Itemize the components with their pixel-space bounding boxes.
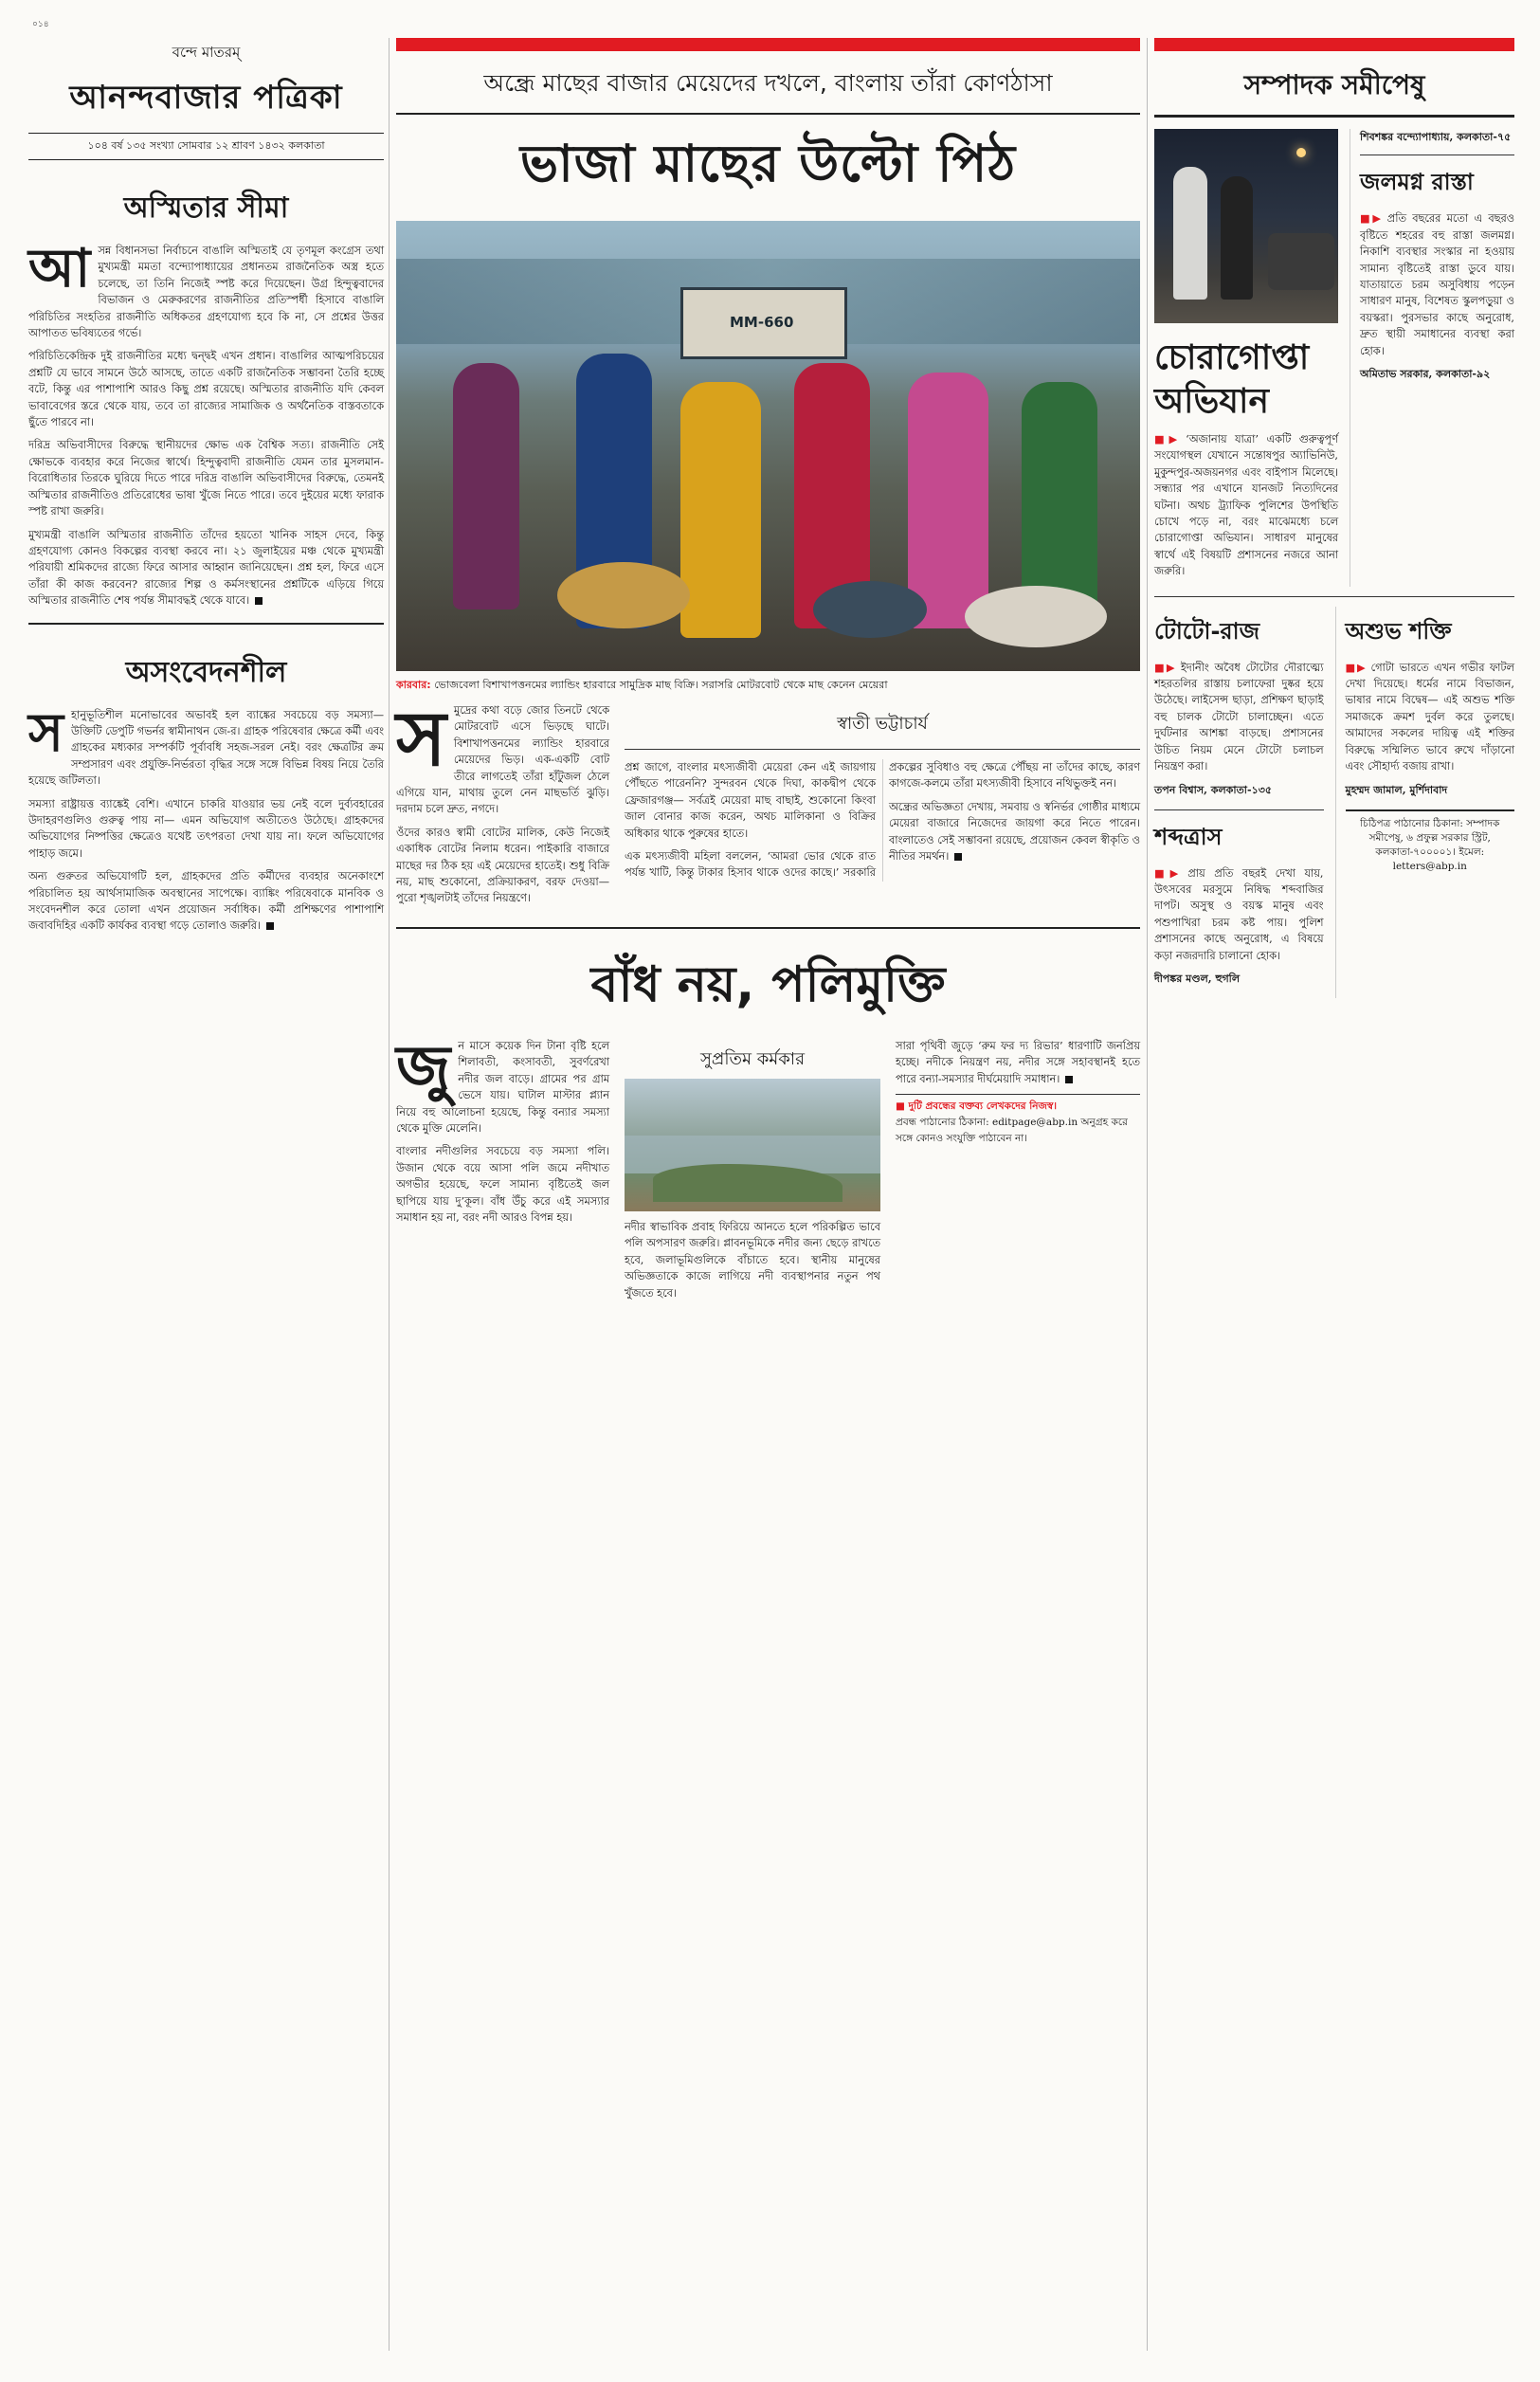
second-para: নদীর স্বাভাবিক প্রবাহ ফিরিয়ে আনতে হলে পরিকল্পিত ভাবে পলি অপসারণ জরুরি। প্লাবনভূমিকে নদীর জন্য ছেড়ে রাখতে হবে, জলাভূমিগুলিকে বাঁচাতে হবে। স্থানীয় মানুষের অভিজ্ঞতাকে কাজে লাগিয়ে নদী ব্যবস্থাপনার নতুন পথ খুঁজতে হবে। bbox=[625, 1220, 880, 1300]
second-headline: বাঁধ নয়, পলিমুক্তি bbox=[590, 955, 946, 1013]
bullet-icon: ■▶ bbox=[1345, 660, 1368, 674]
end-mark-icon bbox=[255, 597, 263, 605]
column-separator bbox=[389, 38, 390, 2351]
divider bbox=[1154, 809, 1324, 810]
lead-byline: স্বাতী ভট্টাচার্য bbox=[837, 714, 928, 734]
page-number: ০১৪ bbox=[32, 20, 49, 29]
end-mark-icon bbox=[1065, 1076, 1073, 1083]
letter-2-sign: অমিতাভ সরকার, কলকাতা-৯২ bbox=[1360, 368, 1491, 381]
boat-label: MM-660 bbox=[730, 314, 794, 331]
newspaper-logo: আনন্দবাজার পত্রিকা bbox=[69, 79, 343, 117]
flood-embankment-photo bbox=[625, 1079, 880, 1211]
editorial-2-para: অন্য গুরুতর অভিযোগটি হল, গ্রাহকদের প্রতি কর্মীদের ব্যবহার অনেকাংশে পরিচালিত হয় আর্থসামাজিক অবস্থানের সাপেক্ষে। ব্যাঙ্কিং পরিষেবাকে মানবিক ও সংবেদনশীল করে তোলা এখন প্রয়োজন সর্বাধিক। কর্মী প্রশিক্ষণের পাশাপাশি জবাবদিহির একটি কার্যকর ব্যবস্থা গড়ে তোলাও জরুরি। bbox=[28, 870, 384, 933]
letters-section-title: সম্পাদক সমীপেষু bbox=[1154, 64, 1514, 118]
letter-1-title: চোরাগোপ্তা অভিযান bbox=[1154, 338, 1310, 421]
letter-5-sign: দীপঙ্কর মণ্ডল, হুগলি bbox=[1154, 972, 1241, 985]
contributor-note: ■ দুটি প্রবন্ধের বক্তব্য লেখকদের নিজস্ব। প্রবন্ধ পাঠানোর ঠিকানা: editpage@abp.in অনুগ্রহ করে সঙ্গে কোনও সংযুক্তি পাঠাবেন না। bbox=[896, 1094, 1140, 1148]
letter-1-sign: শিবশঙ্কর বন্দ্যোপাধ্যায়, কলকাতা-৭৫ bbox=[1360, 131, 1512, 143]
left-column bbox=[28, 38, 384, 941]
center-column bbox=[396, 38, 1140, 1308]
letters-bottom-left bbox=[1154, 607, 1324, 998]
letters-bottom-right bbox=[1335, 607, 1515, 998]
divider bbox=[396, 927, 1140, 929]
column-separator bbox=[1147, 38, 1148, 2351]
letter-5-text: ■▶ প্রায় প্রতি বছরই দেখা যায়, উৎসবের মরসুমে নিষিদ্ধ শব্দবাজির দাপট। অসুস্থ ও বয়স্ক মানুষ এবং পশুপাখিরা চরম কষ্ট পায়। পুলিশ প্রশাসনের কাছে অনুরোধ, এ বিষয়ে কড়া নজরদারি চালানো হোক। bbox=[1154, 865, 1324, 962]
lead-headline: ভাজা মাছের উল্টো পিঠ bbox=[519, 134, 1017, 193]
masthead bbox=[28, 42, 384, 160]
editorial-1-title: অস্মিতার সীমা bbox=[123, 191, 289, 225]
drop-cap: স bbox=[396, 695, 446, 783]
dateline: ১০৪ বর্ষ ১৩৫ সংখ্যা সোমবার ১২ শ্রাবণ ১৪৩২ কলকাতা bbox=[28, 133, 384, 160]
second-story bbox=[396, 946, 1140, 1308]
fish-market-photo bbox=[396, 221, 1140, 671]
letter-4-sign: মুহম্মদ জামাল, মুর্শিদাবাদ bbox=[1345, 783, 1448, 796]
lead-text-columns bbox=[625, 759, 1140, 882]
lead-para: সমুদ্রের কথা বড়ে জোর তিনটে থেকে মোটরবোট এসে ভিড়ছে ঘাটে। বিশাখাপত্তনমের ল্যান্ডিং হারবারে মেয়েদের ভিড়। এক-একটি বোট তীরে লাগতেই তাঁরা হাঁটুজল ঠেলে এগিয়ে যান, মাথায় তুলে নেন মাছভর্তি ঝুড়ি। দরদাম চলে দ্রুত, নগদে। bbox=[396, 695, 609, 816]
letter-1-continued bbox=[1350, 129, 1514, 587]
bullet-icon: ■▶ bbox=[1360, 211, 1384, 226]
letters-address-box: চিঠিপত্র পাঠানোর ঠিকানা: সম্পাদক সমীপেষু, ৬ প্রফুল্ল সরকার স্ট্রিট, কলকাতা-৭০০০০১। ইমেল: letters@abp.in bbox=[1346, 809, 1515, 874]
editorial-2-title: অসংবেদনশীল bbox=[125, 655, 287, 689]
second-para: জুন মাসে কয়েক দিন টানা বৃষ্টি হলে শিলাবতী, কংসাবতী, সুবর্ণরেখা নদীর জল বাড়ে। গ্রামের পর গ্রাম ভেসে যায়। ঘাটাল মাস্টার প্ল্যান নিয়ে বহু আলোচনা হয়েছে, কিন্তু বন্যার সমস্যা থেকে মুক্তি মেলেনি। bbox=[396, 1032, 609, 1135]
letter-2-title: জলমগ্ন রাস্তা bbox=[1360, 169, 1474, 196]
letter-5-title: শব্দত্রাস bbox=[1154, 823, 1223, 850]
letter-3-sign: তপন বিশ্বাস, কলকাতা-১৩৫ bbox=[1154, 783, 1272, 796]
lead-story-body bbox=[396, 695, 1140, 914]
letter-1-text: ■▶ ‘অজানায় যাত্রা’ একটি গুরুত্বপূর্ণ সংযোগস্থল যেখানে সন্তোষপুর অ্যাভিনিউ, মুকুন্দপুর-অজয়নগর এবং বাইপাস মিলেছে। সন্ধ্যার পর এখানে যানজট নিত্যদিনের ঘটনা। অথচ ট্র্যাফিক পুলিশের উপস্থিতি চোখে পড়ে না, বরং মাঝেমধ্যে চলে চোরাগোপ্তা অভিযান। সাধারণ মানুষের স্বার্থে এই বিষয়টি প্রশাসনের নজরে আনা জরুরি। bbox=[1154, 432, 1339, 578]
second-para: সারা পৃথিবী জুড়ে ‘রুম ফর দ্য রিভার’ ধারণাটি জনপ্রিয় হচ্ছে। নদীকে নিয়ন্ত্রণ নয়, নদীর সঙ্গে সহাবস্থানই হতে পারে বন্যা-সমস্যার দীর্ঘমেয়াদি সমাধান। bbox=[896, 1039, 1140, 1085]
editorial-2 bbox=[28, 649, 384, 935]
lead-cols-rest bbox=[625, 702, 1140, 914]
end-mark-icon bbox=[954, 853, 962, 861]
second-story-body bbox=[396, 1032, 1140, 1308]
photo-caption: কারবার: ভোজবেলা বিশাখাপত্তনমের ল্যান্ডিং হারবারে সামুদ্রিক মাছ বিক্রি। সরাসরি মোটরবোট থেকে মাছ কেনেন মেয়েরা bbox=[396, 679, 888, 691]
editorial-1 bbox=[28, 185, 384, 609]
editorial-1-para: আসন্ন বিধানসভা নির্বাচনে বাঙালি অস্মিতাই যে তৃণমূল কংগ্রেস তথা মুখ্যমন্ত্রী মমতা বন্দ্যোপাধ্যায়ের প্রধানতম রাজনৈতিক অস্ত্র হতে চলেছে, তা তিনি নিজেই স্পষ্ট করে দিয়েছেন। উগ্র হিন্দুত্ববাদের বিভাজন ও মেরুকরণের রাজনীতির প্রতিস্পর্ধী হিসাবে বাঙালি পরিচিতির সংহতির রাজনীতি অধিকতর গ্রহণযোগ্য হবে কি না, সে প্রশ্নের উত্তর আপাতত ভবিষ্যতের গর্ভে। bbox=[28, 238, 384, 340]
divider bbox=[1154, 596, 1514, 597]
lead-col-1 bbox=[396, 695, 609, 914]
second-col-1 bbox=[396, 1032, 609, 1308]
second-col-3 bbox=[896, 1038, 1140, 1308]
drop-cap: স bbox=[28, 701, 63, 764]
lead-para: প্রশ্ন জাগে, বাংলার মৎস্যজীবী মেয়েরা কেন এই জায়গায় পৌঁছতে পারেননি? সুন্দরবন থেকে দিঘা, কাকদ্বীপ থেকে ফ্রেজারগঞ্জ— সর্বত্রই মেয়েরা মাছ বাছাই, শুকোনো কিংবা জাল বোনার কাজ করেন, অথচ মালিকানা ও বিক্রির অধিকার থাকে পুরুষের হাতে। bbox=[625, 761, 876, 840]
second-byline: সুপ্রতিম কর্মকার bbox=[700, 1048, 805, 1069]
lead-para: অন্ধ্রের অভিজ্ঞতা দেখায়, সমবায় ও স্বনির্ভর গোষ্ঠীর মাধ্যমে মেয়েরা বাজারে নিজেদের জায়গা করে নিতে পারেন। বাংলাতেও সেই সম্ভাবনা রয়েছে, প্রয়োজন কেবল স্বীকৃতি ও নীতির সমর্থন। bbox=[889, 800, 1140, 864]
lead-kicker: অন্ধ্রে মাছের বাজার মেয়েদের দখলে, বাংলায় তাঁরা কোণঠাসা bbox=[396, 64, 1140, 115]
red-accent-bar bbox=[1154, 38, 1514, 51]
letters-top bbox=[1154, 129, 1514, 587]
masthead-motto: বন্দে মাতরম্ bbox=[172, 44, 241, 61]
divider bbox=[28, 623, 384, 625]
end-mark-icon bbox=[266, 922, 274, 930]
letter-3-title: টোটো-রাজ bbox=[1154, 617, 1260, 645]
second-col-2 bbox=[625, 1038, 880, 1308]
letter-2-text: ■▶ প্রতি বছরের মতো এ বছরও বৃষ্টিতে শহরের বহু রাস্তা জলমগ্ন। নিকাশি ব্যবস্থার সংস্কার না হওয়ায় সামান্য বৃষ্টিতেই রাস্তা ডুবে যায়। যাতায়াতে চরম অসুবিধায় পড়েন সাধারণ মানুষ, বিশেষত স্কুলপড়ুয়া ও বয়স্করা। পুরসভার কাছে অনুরোধ, দ্রুত স্থায়ী সমাধানের ব্যবস্থা করা হোক। bbox=[1360, 211, 1514, 357]
letter-1 bbox=[1154, 129, 1338, 587]
lead-para: ওঁদের কারও স্বামী বোটের মালিক, কেউ নিজেই একাধিক বোটের নিলাম ধরেন। পাইকারি বাজারে মাছের দর ঠিক হয় এই মেয়েদের হাতেই। শুধু বিক্রি নয়, মাছ শুকোনো, প্রক্রিয়াকরণ, বরফ দেওয়া— পুরো শৃঙ্খলটাই তাঁদের নিয়ন্ত্রণে। bbox=[396, 826, 609, 905]
second-para: বাংলার নদীগুলির সবচেয়ে বড় সমস্যা পলি। উজান থেকে বয়ে আসা পলি জমে নদীখাত অগভীর হয়েছে, ফলে সামান্য বৃষ্টিতেই জল ছাপিয়ে যায় দু’কূল। বাঁধ উঁচু করে এই সমস্যার সমাধান হয় না, বরং নদী আরও বিপন্ন হয়। bbox=[396, 1145, 609, 1224]
red-accent-bar bbox=[396, 38, 1140, 51]
editorial-1-para: দরিদ্র অভিবাসীদের বিরুদ্ধে স্থানীয়দের ক্ষোভ এক বৈশ্বিক সত্য। রাজনীতি সেই ক্ষোভকে ব্যবহার করে নিজের স্বার্থে। হিন্দুত্ববাদী রাজনীতি যেমন তার মুসলমান-বিরোধিতার তিরকে ঘুরিয়ে দিতে পারে দরিদ্র বাঙালি অভিবাসীদের বিরুদ্ধে, তেমনই অস্মিতার রাজনীতিও প্রতিরোধের ভাষা খুঁজে নিতে পারে। তবে দুইয়ের মধ্যে ফারাক স্পষ্ট রাখা জরুরি। bbox=[28, 439, 384, 518]
letter-4-text: ■▶ গোটা ভারতে এখন গভীর ফাটল দেখা দিয়েছে। ধর্মের নামে বিভাজন, ভাষার নামে বিদ্বেষ— এই অশুভ শক্তি সমাজকে ক্রমশ দুর্বল করে তুলছে। আমাদের সকলের দায়িত্ব এই শক্তির বিরুদ্ধে সম্মিলিত ভাবে রুখে দাঁড়ানো এবং সৌহার্দ্য বজায় রাখা। bbox=[1345, 660, 1514, 773]
editorial-2-para: সহানুভূতিশীল মনোভাবের অভাবই হল ব্যাঙ্কের সবচেয়ে বড় সমস্যা— উক্তিটি ডেপুটি গভর্নর স্বামীনাথন জে-র। গ্রাহক পরিষেবার ক্ষেত্রে কর্মী এবং গ্রাহকের মধ্যকার সম্পর্কটি পূর্বাবধি সহজ-সরল নেই। বরং ক্ষেত্রটির ক্রম সম্প্রসারণ এবং প্রযুক্তি-নির্ভরতা বৃদ্ধির সঙ্গে সঙ্গে বিভিন্ন বিষয় নিয়ে তৈরি হয়েছে জটিলতা। bbox=[28, 701, 384, 788]
editorial-2-para: সমস্যা রাষ্ট্রায়ত্ত ব্যাঙ্কেই বেশি। এখানে চাকরি যাওয়ার ভয় নেই বলে দুর্ব্যবহারের উদাহরণগুলিও গুরুত্ব পায় না— এমন অভিযোগ অতীতেও উঠেছে। গ্রাহকদের অভিযোগের নিষ্পত্তির ক্ষেত্রেও যথেষ্ট তৎপরতা দেখা যায় না। ফলে অভিযোগের পাহাড় জমে। bbox=[28, 797, 384, 860]
letter-4-title: অশুভ শক্তি bbox=[1345, 617, 1452, 645]
letter-3-text: ■▶ ইদানীং অবৈধ টোটোর দৌরাত্ম্যে শহরতলির রাস্তায় চলাফেরা দুষ্কর হয়ে উঠেছে। লাইসেন্স ছাড়া, প্রশিক্ষণ ছাড়াই বহু চালক টোটো চালাচ্ছেন। এতে দুর্ঘটনার আশঙ্কা বাড়ছে। প্রশাসনের উচিত নিয়ম মেনে টোটো চলাচল নিয়ন্ত্রণ করা। bbox=[1154, 660, 1324, 773]
drop-cap: জু bbox=[396, 1032, 451, 1103]
bullet-icon: ■▶ bbox=[1154, 432, 1183, 445]
night-street-photo bbox=[1154, 129, 1338, 323]
right-column bbox=[1154, 38, 1514, 998]
editorial-1-para: মুখ্যমন্ত্রী বাঙালি অস্মিতার রাজনীতি তাঁদের হয়তো খানিক সাহস দেবে, কিন্তু গ্রহণযোগ্য কোনও বিকল্পের ব্যবস্থা করবে না। ২১ জুলাইয়ের মঞ্চ থেকে মুখ্যমন্ত্রী পরিযায়ী শ্রমিকদের রাজ্যে ফিরে আসার আহ্বান জানিয়েছেন। প্রশ্ন হল, ফিরে এসে তাঁরা কী কাজ করবেন? রাজ্যের শিল্প ও কর্মসংস্থানের প্রশ্নটিকে এড়িয়ে গিয়ে অস্মিতার রাজনীতি শেষ পর্যন্ত সীমাবদ্ধই থেকে যাবে। bbox=[28, 528, 384, 608]
editorial-1-para: পরিচিতিকেন্দ্রিক দুই রাজনীতির মধ্যে দ্বন্দ্বই এখন প্রধান। বাঙালির আত্মপরিচয়ের প্রশ্নটি যে ভাবে সামনে উঠে আসছে, তাতে একটি রাজনৈতিক সম্ভাবনা তৈরি হচ্ছে বটে, কিন্তু এর পাশাপাশি আরও কিছু প্রশ্ন রয়েছে। অস্মিতার রাজনীতি যদি কেবল ভাবাবেগের স্তরে থেকে যায়, তবে তা রাজ্যের সামাজিক ও অর্থনৈতিক বাস্তবতাকে ছুঁতে পারবে না। bbox=[28, 350, 384, 429]
divider bbox=[625, 749, 1140, 750]
lead-para: এক মৎস্যজীবী মহিলা বললেন, ‘আমরা ভোর থেকে রাত পর্যন্ত খাটি, কিন্তু টাকার হিসাব থাকে ওদের কাছে।’ সরকারি প্রকল্পের সুবিধাও বহু ক্ষেত্রে পৌঁছয় না তাঁদের কাছে, কারণ কাগজে-কলমে তাঁরা মৎস্যজীবী হিসাবে নথিভুক্তই নন। bbox=[625, 761, 1140, 880]
bullet-icon: ■▶ bbox=[1154, 660, 1177, 674]
bullet-icon: ■▶ bbox=[1154, 865, 1185, 880]
letters-bottom bbox=[1154, 607, 1514, 998]
drop-cap: আ bbox=[28, 238, 91, 300]
